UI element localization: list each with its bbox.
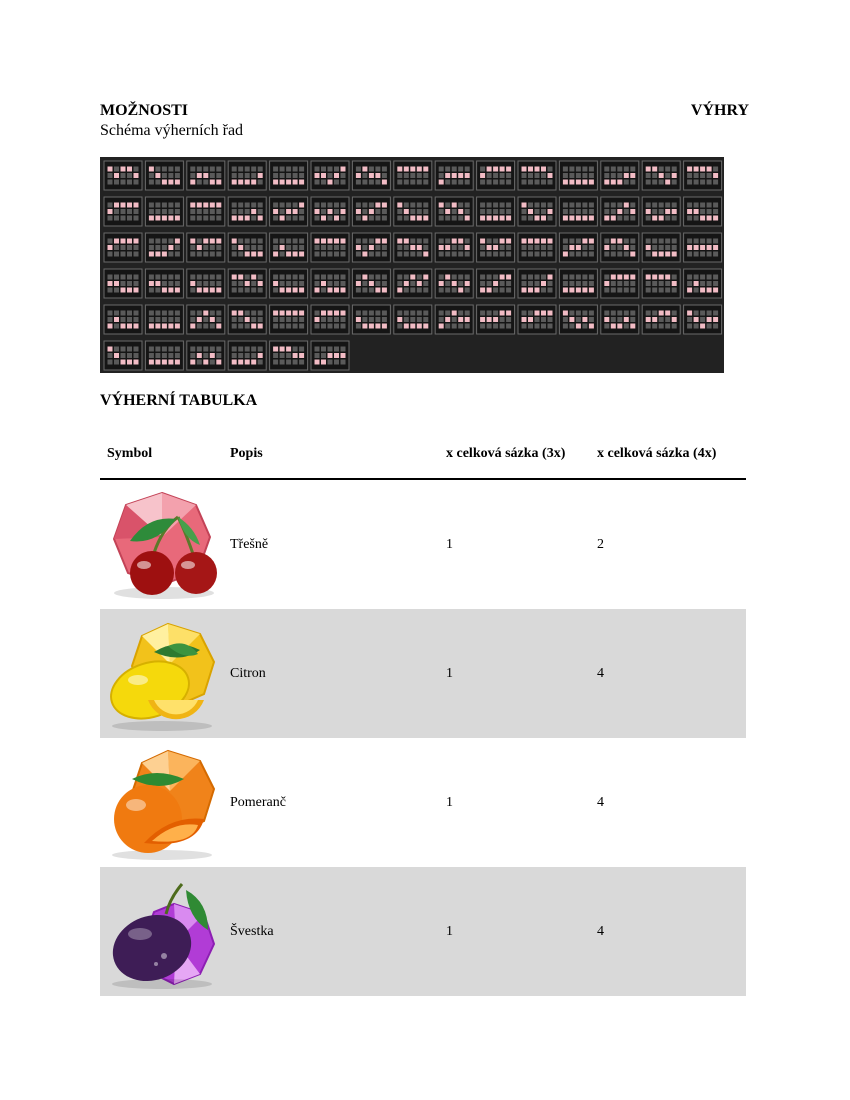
symbol-name: Třešně	[230, 536, 269, 552]
page-title: MOŽNOSTI	[100, 102, 189, 119]
payline-thumbnail	[518, 233, 556, 262]
header-x4: x celková sázka (4x)	[590, 430, 746, 479]
payline-thumbnail	[559, 197, 597, 226]
symbol-cell	[100, 867, 223, 996]
payline-thumbnail	[642, 161, 680, 190]
payline-thumbnail	[187, 305, 225, 334]
cherry-icon	[104, 487, 220, 603]
payline-thumbnail	[270, 233, 308, 262]
payline-thumbnail	[228, 341, 266, 370]
payline-thumbnail	[518, 305, 556, 334]
payline-thumbnail	[228, 197, 266, 226]
payline-thumbnail	[352, 233, 390, 262]
payline-thumbnail	[311, 197, 349, 226]
payline-thumbnail	[477, 305, 515, 334]
payline-thumbnail	[435, 233, 473, 262]
payline-thumbnail	[435, 269, 473, 298]
payout-x4: 2	[597, 536, 604, 552]
paylines-grid	[100, 157, 724, 373]
payline-thumbnail	[435, 161, 473, 190]
payline-thumbnail	[394, 269, 432, 298]
payline-thumbnail	[394, 161, 432, 190]
paytable	[100, 430, 746, 996]
payline-thumbnail	[601, 305, 639, 334]
payline-thumbnail	[270, 161, 308, 190]
payline-thumbnail	[228, 305, 266, 334]
symbol-name: Pomeranč	[230, 794, 286, 810]
payout-x3: 1	[439, 867, 590, 996]
payline-thumbnail	[684, 233, 722, 262]
paytable-header-row	[100, 430, 746, 479]
payline-thumbnail	[642, 305, 680, 334]
symbol-name: Citron	[223, 609, 439, 738]
payline-thumbnail	[559, 161, 597, 190]
symbol-cell	[100, 609, 223, 738]
payline-thumbnail	[104, 305, 142, 334]
payline-thumbnail	[518, 269, 556, 298]
payline-thumbnail	[642, 269, 680, 298]
payline-thumbnail	[187, 233, 225, 262]
orange-icon	[104, 745, 220, 861]
table-row	[100, 738, 746, 867]
payline-thumbnail	[601, 161, 639, 190]
payline-thumbnail	[104, 341, 142, 370]
table-row	[100, 609, 746, 738]
payline-thumbnail	[435, 197, 473, 226]
payline-thumbnail	[684, 269, 722, 298]
payline-thumbnail	[559, 269, 597, 298]
paylines-svg	[100, 157, 724, 373]
payline-thumbnail	[394, 197, 432, 226]
payline-thumbnail	[104, 233, 142, 262]
header-left	[100, 101, 243, 141]
payline-thumbnail	[477, 233, 515, 262]
payline-thumbnail	[477, 161, 515, 190]
payline-thumbnail	[270, 197, 308, 226]
payline-thumbnail	[104, 197, 142, 226]
section-title-wins: VÝHRY	[690, 102, 749, 119]
payline-thumbnail	[187, 341, 225, 370]
payline-thumbnail	[228, 161, 266, 190]
payout-x3: 1	[446, 794, 453, 810]
page-subtitle: Schéma výherních řad	[100, 122, 244, 139]
table-row	[100, 867, 746, 996]
payline-thumbnail	[352, 197, 390, 226]
payline-thumbnail	[559, 233, 597, 262]
payline-thumbnail	[477, 197, 515, 226]
payline-thumbnail	[187, 197, 225, 226]
payline-thumbnail	[187, 161, 225, 190]
payline-thumbnail	[228, 269, 266, 298]
header-description: Popis	[223, 430, 439, 479]
header-x3: x celková sázka (3x)	[439, 430, 590, 479]
payline-thumbnail	[104, 161, 142, 190]
payline-thumbnail	[352, 305, 390, 334]
payline-thumbnail	[145, 233, 183, 262]
payline-thumbnail	[145, 197, 183, 226]
payline-thumbnail	[311, 341, 349, 370]
paytable-title: VÝHERNÍ TABULKA	[100, 392, 258, 409]
payline-thumbnail	[352, 161, 390, 190]
lemon-icon	[104, 616, 220, 732]
symbol-cell	[100, 738, 223, 867]
payline-thumbnail	[642, 233, 680, 262]
payline-thumbnail	[311, 305, 349, 334]
payout-x4: 4	[590, 609, 746, 738]
payline-thumbnail	[145, 341, 183, 370]
payline-thumbnail	[477, 269, 515, 298]
payline-thumbnail	[559, 305, 597, 334]
payline-thumbnail	[145, 269, 183, 298]
payline-thumbnail	[311, 233, 349, 262]
payline-thumbnail	[394, 233, 432, 262]
payline-thumbnail	[145, 161, 183, 190]
payline-thumbnail	[684, 305, 722, 334]
payline-thumbnail	[642, 197, 680, 226]
payline-thumbnail	[104, 269, 142, 298]
payline-thumbnail	[270, 305, 308, 334]
payline-thumbnail	[270, 341, 308, 370]
payline-thumbnail	[518, 161, 556, 190]
payline-thumbnail	[394, 305, 432, 334]
payout-x4: 4	[590, 867, 746, 996]
payline-thumbnail	[601, 197, 639, 226]
payout-x3: 1	[446, 536, 453, 552]
payline-thumbnail	[518, 197, 556, 226]
payline-thumbnail	[601, 269, 639, 298]
table-row	[100, 479, 746, 609]
payline-thumbnail	[145, 305, 183, 334]
payline-thumbnail	[435, 305, 473, 334]
payline-thumbnail	[270, 269, 308, 298]
payline-thumbnail	[684, 161, 722, 190]
header-symbol: Symbol	[100, 430, 223, 479]
plum-icon	[104, 874, 220, 990]
payline-thumbnail	[311, 269, 349, 298]
payout-x4: 4	[597, 794, 604, 810]
symbol-cell	[100, 479, 223, 609]
payout-x3: 1	[439, 609, 590, 738]
payline-thumbnail	[228, 233, 266, 262]
payline-thumbnail	[352, 269, 390, 298]
payline-thumbnail	[187, 269, 225, 298]
symbol-name: Švestka	[223, 867, 439, 996]
payline-thumbnail	[601, 233, 639, 262]
payline-thumbnail	[684, 197, 722, 226]
payline-thumbnail	[311, 161, 349, 190]
